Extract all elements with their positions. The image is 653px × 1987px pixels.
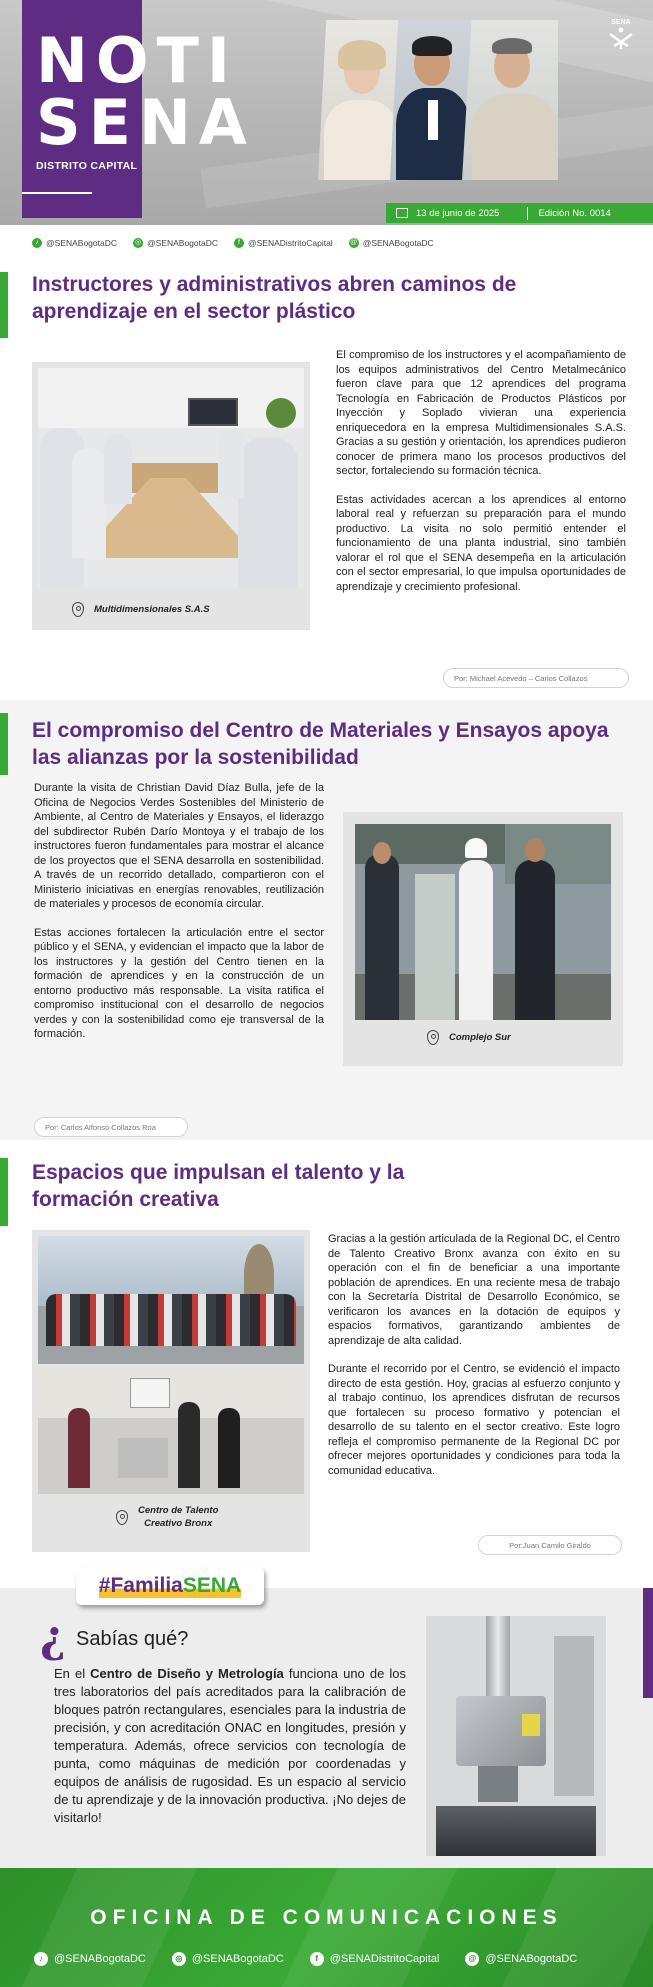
article-1-caption: Multidimensionales S.A.S — [72, 602, 210, 617]
footer-title: OFICINA DE COMUNICACIONES — [90, 1906, 563, 1929]
article-1-body — [336, 348, 626, 608]
facebook-icon: f — [234, 238, 244, 248]
facebook-icon: f — [310, 1952, 324, 1966]
title-line-2: SENA — [36, 86, 255, 159]
article-3-photo-classroom — [38, 1368, 304, 1494]
location-pin-icon — [427, 1030, 439, 1045]
district-label: DISTRITO CAPITAL — [36, 160, 138, 172]
social-link-instagram[interactable]: ◎ @SENABogotaDC — [134, 238, 218, 248]
calendar-icon — [396, 208, 408, 218]
article-2-byline: Por: Carlos Alfonso Collazos Roa — [34, 1117, 188, 1137]
footer — [0, 1868, 653, 1987]
article-1-paragraph-2: Estas actividades acercan a los aprendices al entorno laboral real y refuerzan su preparación para el mundo productivo. La visita no solo permitió entender el funcionamiento de una planta industrial, sino también valorar el rol que el SENA desempeña en la articulación con el sector empresarial, lo que impulsa oportunidades de aprendizaje y crecimiento profesional. — [336, 493, 626, 593]
article-3-photo-group — [38, 1236, 304, 1364]
article-1-title: Instructores y administrativos abren caminos de aprendizaje en el sector plástico — [32, 273, 517, 323]
did-you-know-text: En el Centro de Diseño y Metrología funciona uno de los tres laboratorios del país acreditados para la calibración de bloques patrón rectangulares, esenciales para la industria de precisión, y con acreditación ONAC en longitudes, presión y temperatura. Además, ofrece servicios con tecnología de punta, como máquinas de medición por coordenadas y equipos de análisis de rugosidad. Es un espacio al servicio de tu aprendizaje y de la innovación productiva. ¡No dejes de visitarlo! — [54, 1666, 406, 1825]
newsletter-title — [36, 24, 255, 159]
article-2-caption: Complejo Sur — [427, 1030, 511, 1045]
officials-photos — [318, 20, 558, 180]
article-3-paragraph-2: Durante el recorrido por el Centro, se evidenció el impacto directo de esta gestión. Hoy, gracias al esfuerzo conjunto y al trabajo continuo, los aprendices disfrutan de recursos que fortalecen su proceso formativo y potencian el desarrollo de su talento en el sector creativo. Este logro refleja el compromiso permanente de la Regional DC por ofrecer mejores oportunidades y condiciones para toda la comunidad educativa. — [328, 1363, 620, 1477]
footer-social-links — [34, 1952, 577, 1966]
edition-bar — [386, 203, 653, 223]
footer-link-threads[interactable]: @ @SENABogotaDC — [465, 1952, 577, 1966]
instagram-icon: ◎ — [172, 1952, 186, 1966]
article-1-photo-card — [32, 362, 310, 630]
sena-logo-icon — [604, 16, 638, 50]
question-mark-icon: ¿ — [40, 1612, 66, 1663]
hashtag-familia-sena: #Familia SENA — [76, 1567, 264, 1605]
article-1-paragraph-1: El compromiso de los instructores y el acompañamiento de los equipos administrativos del Centro Metalmecánico fueron clave para que 12 aprendices del programa Tecnología en Fabricación de Productos Plásticos por Inyección y Soplado vivieran una experiencia enriquecedora en la empresa Multidimensionales S.A.S. Gracias a su gestión y orientación, los aprendices pudieron conocer de primera mano los procesos productivos del sector, fortaleciendo su formación técnica. — [336, 349, 626, 477]
article-2-paragraph-2: Estas acciones fortalecen la articulación entre el sector público y el SENA, y evidencian el impacto que la labor de los instructores y la gestión del Centro tienen en la formación de aprendices y en la construcción de un entorno productivo más responsable. La visita ratifica el compromiso institucional con el desarrollo de negocios verdes y con la sostenibilidad como eje transversal de la formación. — [34, 926, 324, 1040]
social-link-threads[interactable]: @ @SENABogotaDC — [350, 238, 434, 248]
article-3-caption: Centro de Talento Creativo Bronx — [116, 1504, 218, 1530]
footer-link-tiktok[interactable]: ♪ @SENABogotaDC — [34, 1952, 146, 1966]
tiktok-icon: ♪ — [34, 1952, 48, 1966]
social-links-top — [32, 238, 434, 248]
article-2-paragraph-1: Durante la visita de Christian David Díaz Bulla, jefe de la Oficina de Negocios Verdes Sostenibles del Ministerio de Ambiente, al Centro de Materiales y Ensayos, el liderazgo del subdirector Rubén Darío Montoya y el trabajo de los instructores fueron fundamentales para mostrar el alcance de los proyectos que el SENA desarrolla en sostenibilidad. A través de un recorrido detallado, compartieron con el Ministerio iniciativas en energías renovables, reutilización de materiales y procesos de economía circular. — [34, 782, 324, 910]
social-link-facebook[interactable]: f @SENADistritoCapital — [234, 238, 333, 248]
footer-link-facebook[interactable]: f @SENADistritoCapital — [310, 1952, 440, 1966]
article-3-photo-card — [32, 1230, 310, 1552]
svg-text:SENA: SENA — [611, 19, 631, 26]
official-photo-1 — [318, 20, 400, 180]
social-link-tiktok[interactable]: ♪ @SENABogotaDC — [32, 238, 117, 248]
metrology-instrument-photo — [426, 1616, 606, 1856]
footer-link-instagram[interactable]: ◎ @SENABogotaDC — [172, 1952, 284, 1966]
section-accent-bar — [0, 272, 8, 338]
section-accent-bar — [0, 1158, 8, 1226]
article-2-photo-card — [343, 812, 623, 1066]
article-2-body — [34, 781, 324, 1056]
issue-date: 13 de junio de 2025 — [416, 207, 500, 219]
masthead — [0, 0, 653, 225]
article-3-paragraph-1: Gracias a la gestión articulada de la Regional DC, el Centro de Talento Creativo Bronx avanza con éxito en su operación con el fin de beneficiar a una importante población de aprendices. En una reciente mesa de trabajo con la Secretaría Distrital de Desarrollo Económico, se verificaron los avances en la dotación de equipos y espacios formativos, garantizando ambientes de aprendizaje de alta calidad. — [328, 1233, 620, 1347]
location-pin-icon — [72, 602, 84, 617]
threads-icon: @ — [350, 239, 358, 246]
article-1-byline: Por: Michael Acevedo – Carlos Collazos — [443, 668, 629, 688]
divider — [527, 207, 528, 220]
side-accent-tab — [643, 1588, 653, 1698]
official-photo-3 — [462, 20, 558, 180]
did-you-know-title: Sabías qué? — [76, 1628, 189, 1650]
location-pin-icon — [116, 1510, 128, 1525]
section-accent-bar — [0, 713, 8, 775]
instagram-icon: ◎ — [134, 239, 142, 246]
edition-number: Edición No. 0014 — [538, 207, 611, 219]
article-3-byline: Por:Juan Camilo Giraldo — [478, 1535, 622, 1555]
divider — [22, 192, 92, 194]
article-3-body — [328, 1232, 620, 1492]
article-2-photo — [355, 824, 611, 1020]
threads-icon: @ — [465, 1952, 479, 1966]
article-1-photo — [38, 368, 304, 588]
tiktok-icon: ♪ — [32, 238, 42, 248]
article-2-title: El compromiso del Centro de Materiales y Ensayos apoya las alianzas por la sostenibilidad — [32, 719, 609, 769]
title-line-1: NOTI — [36, 24, 238, 97]
article-3-title: Espacios que impulsan el talento y la formación creativa — [32, 1161, 405, 1211]
official-photo-2 — [390, 20, 472, 180]
